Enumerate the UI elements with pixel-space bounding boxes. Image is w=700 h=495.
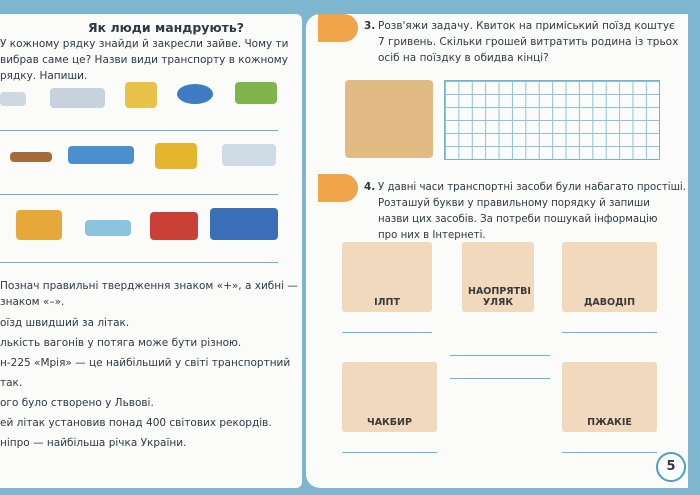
speedboat-image xyxy=(68,146,134,164)
bus-image xyxy=(155,143,197,169)
page-number: 5 xyxy=(656,452,686,482)
task-text: знаком «–». xyxy=(0,296,65,308)
answer-line[interactable] xyxy=(562,452,657,453)
task-text: про них в Інтернеті. xyxy=(378,230,486,241)
page-title: Як люди мандрують? xyxy=(88,20,245,35)
picture-card xyxy=(462,242,534,312)
task-text: рядку. Напиши. xyxy=(0,70,88,82)
task-text: назви цих засобів. За потреби пошукай інформацію xyxy=(378,214,658,225)
yacht-image xyxy=(222,144,276,166)
rowboat-image xyxy=(10,152,52,162)
answer-line[interactable] xyxy=(450,355,550,356)
answer-line[interactable] xyxy=(450,378,550,379)
task-text: У кожному рядку знайди й закресли зайве. Чому ти xyxy=(0,38,289,50)
task-text: Познач правильні твердження знаком «+», а хибні — xyxy=(0,280,298,292)
task-text: вибрав саме це? Назви види транспорту в кожному xyxy=(0,54,288,66)
answer-line[interactable] xyxy=(562,332,657,333)
answer-line[interactable] xyxy=(342,332,432,333)
pencil-icon xyxy=(318,174,358,202)
ship-image xyxy=(50,88,105,108)
scrambled-word: ДАВОДІП xyxy=(583,297,636,308)
picture-card xyxy=(562,242,657,312)
task-text: Розв'яжи задачу. Квиток на приміський поїзд коштує xyxy=(378,20,675,32)
answer-line xyxy=(0,130,278,131)
picture-card xyxy=(342,362,437,432)
task-text: 7 гривень. Скільки грошей витратить родина із трьох xyxy=(378,36,679,48)
picture-card xyxy=(342,242,432,312)
statement: так. xyxy=(0,377,23,389)
task-text: Розташуй букви у правильному порядку й запиши xyxy=(378,198,650,209)
answer-grid[interactable] xyxy=(444,80,660,160)
train-image xyxy=(210,208,278,240)
statement: н-225 «Мрія» — це найбільший у світі транспортний xyxy=(0,357,291,369)
statement: ого було створено у Львові. xyxy=(0,397,154,409)
task-text: У давні часи транспортні засоби були набагато простіші. xyxy=(378,182,686,193)
answer-line xyxy=(0,194,278,195)
task-text: осіб на поїздку в обидва кінці? xyxy=(378,52,549,64)
answer-line xyxy=(0,262,278,263)
airplane-image xyxy=(0,92,26,106)
scrambled-word: ЧАКБИР xyxy=(367,417,412,428)
answer-line[interactable] xyxy=(342,452,437,453)
helicopter-image xyxy=(125,82,157,108)
scrambled-word: ПЖАКІЕ xyxy=(587,417,632,428)
scrambled-word: ІЛПТ xyxy=(374,297,400,308)
statement: ніпро — найбільша річка України. xyxy=(0,437,187,449)
statement: ей літак установив понад 400 світових рекордів. xyxy=(0,417,272,429)
scrambled-word: НАОПРЯТВІ УЛЯК xyxy=(468,286,531,308)
airship-image xyxy=(177,84,213,104)
tram-image xyxy=(16,210,62,240)
motorboat-image xyxy=(85,220,131,236)
task-number: 3. xyxy=(364,20,376,32)
biplane-image xyxy=(235,82,277,104)
family-travel-image xyxy=(345,80,433,158)
statement: лькість вагонів у потяга може бути різною. xyxy=(0,337,242,349)
city-bus-image xyxy=(150,212,198,240)
picture-card xyxy=(562,362,657,432)
task-number: 4. xyxy=(364,181,376,193)
statement: оїзд швидший за літак. xyxy=(0,317,130,329)
thinking-kid-icon xyxy=(318,14,358,42)
